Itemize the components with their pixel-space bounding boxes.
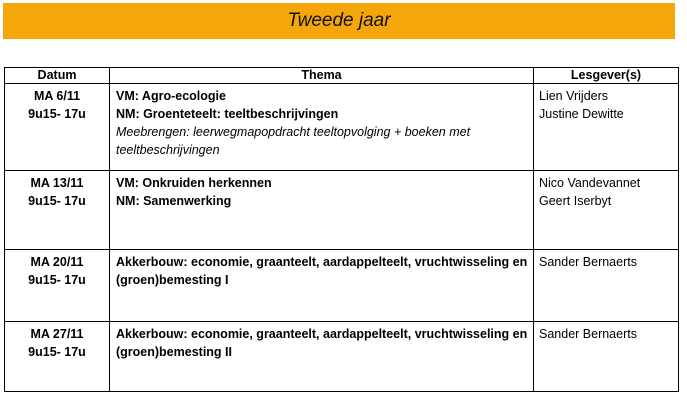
- schedule-table: [4, 67, 679, 392]
- header-row: [5, 68, 679, 84]
- date-cell: [5, 322, 110, 392]
- date: MA 27/11: [30, 327, 84, 341]
- date-cell: [5, 250, 110, 322]
- lesgever-name: Sander Bernaerts: [539, 255, 637, 269]
- table-row: [5, 322, 679, 392]
- thema-cell: [110, 171, 534, 250]
- thema-line: Akkerbouw: economie, graanteelt, aardappelteelt, vruchtwisseling en (groen)bemesting II: [116, 327, 528, 359]
- lesgever-cell: [534, 171, 679, 250]
- date: MA 20/11: [30, 255, 84, 269]
- thema-line: Akkerbouw: economie, graanteelt, aardappelteelt, vruchtwisseling en (groen)bemesting I: [116, 255, 528, 287]
- thema-line: VM: Agro-ecologie: [116, 89, 226, 103]
- page-title: Tweede jaar: [287, 10, 391, 31]
- thema-note: Meebrengen: leerwegmapopdracht teeltopvolging + boeken met teeltbeschrijvingen: [116, 125, 471, 157]
- header-datum: Datum: [5, 68, 110, 84]
- title-banner: [3, 3, 675, 39]
- time: 9u15- 17u: [28, 345, 86, 359]
- lesgever-name: Justine Dewitte: [539, 107, 624, 121]
- lesgever-name: Nico Vandevannet: [539, 176, 641, 190]
- lesgever-cell: [534, 84, 679, 171]
- lesgever-cell: [534, 250, 679, 322]
- date-cell: [5, 171, 110, 250]
- lesgever-name: Geert Iserbyt: [539, 194, 612, 208]
- thema-cell: [110, 250, 534, 322]
- time: 9u15- 17u: [28, 107, 86, 121]
- table-row: [5, 171, 679, 250]
- date-cell: [5, 84, 110, 171]
- thema-cell: [110, 322, 534, 392]
- thema-line: VM: Onkruiden herkennen: [116, 176, 272, 190]
- header-lesgevers: Lesgever(s): [534, 68, 679, 84]
- date: MA 13/11: [30, 176, 84, 190]
- header-thema: Thema: [110, 68, 534, 84]
- table-row: [5, 84, 679, 171]
- time: 9u15- 17u: [28, 273, 86, 287]
- date: MA 6/11: [33, 89, 81, 103]
- lesgever-name: Sander Bernaerts: [539, 327, 637, 341]
- thema-line: NM: Groenteteelt: teeltbeschrijvingen: [116, 107, 339, 121]
- time: 9u15- 17u: [28, 194, 86, 208]
- lesgever-cell: [534, 322, 679, 392]
- lesgever-name: Lien Vrijders: [539, 89, 609, 103]
- thema-line: NM: Samenwerking: [116, 194, 232, 208]
- thema-cell: [110, 84, 534, 171]
- table-row: [5, 250, 679, 322]
